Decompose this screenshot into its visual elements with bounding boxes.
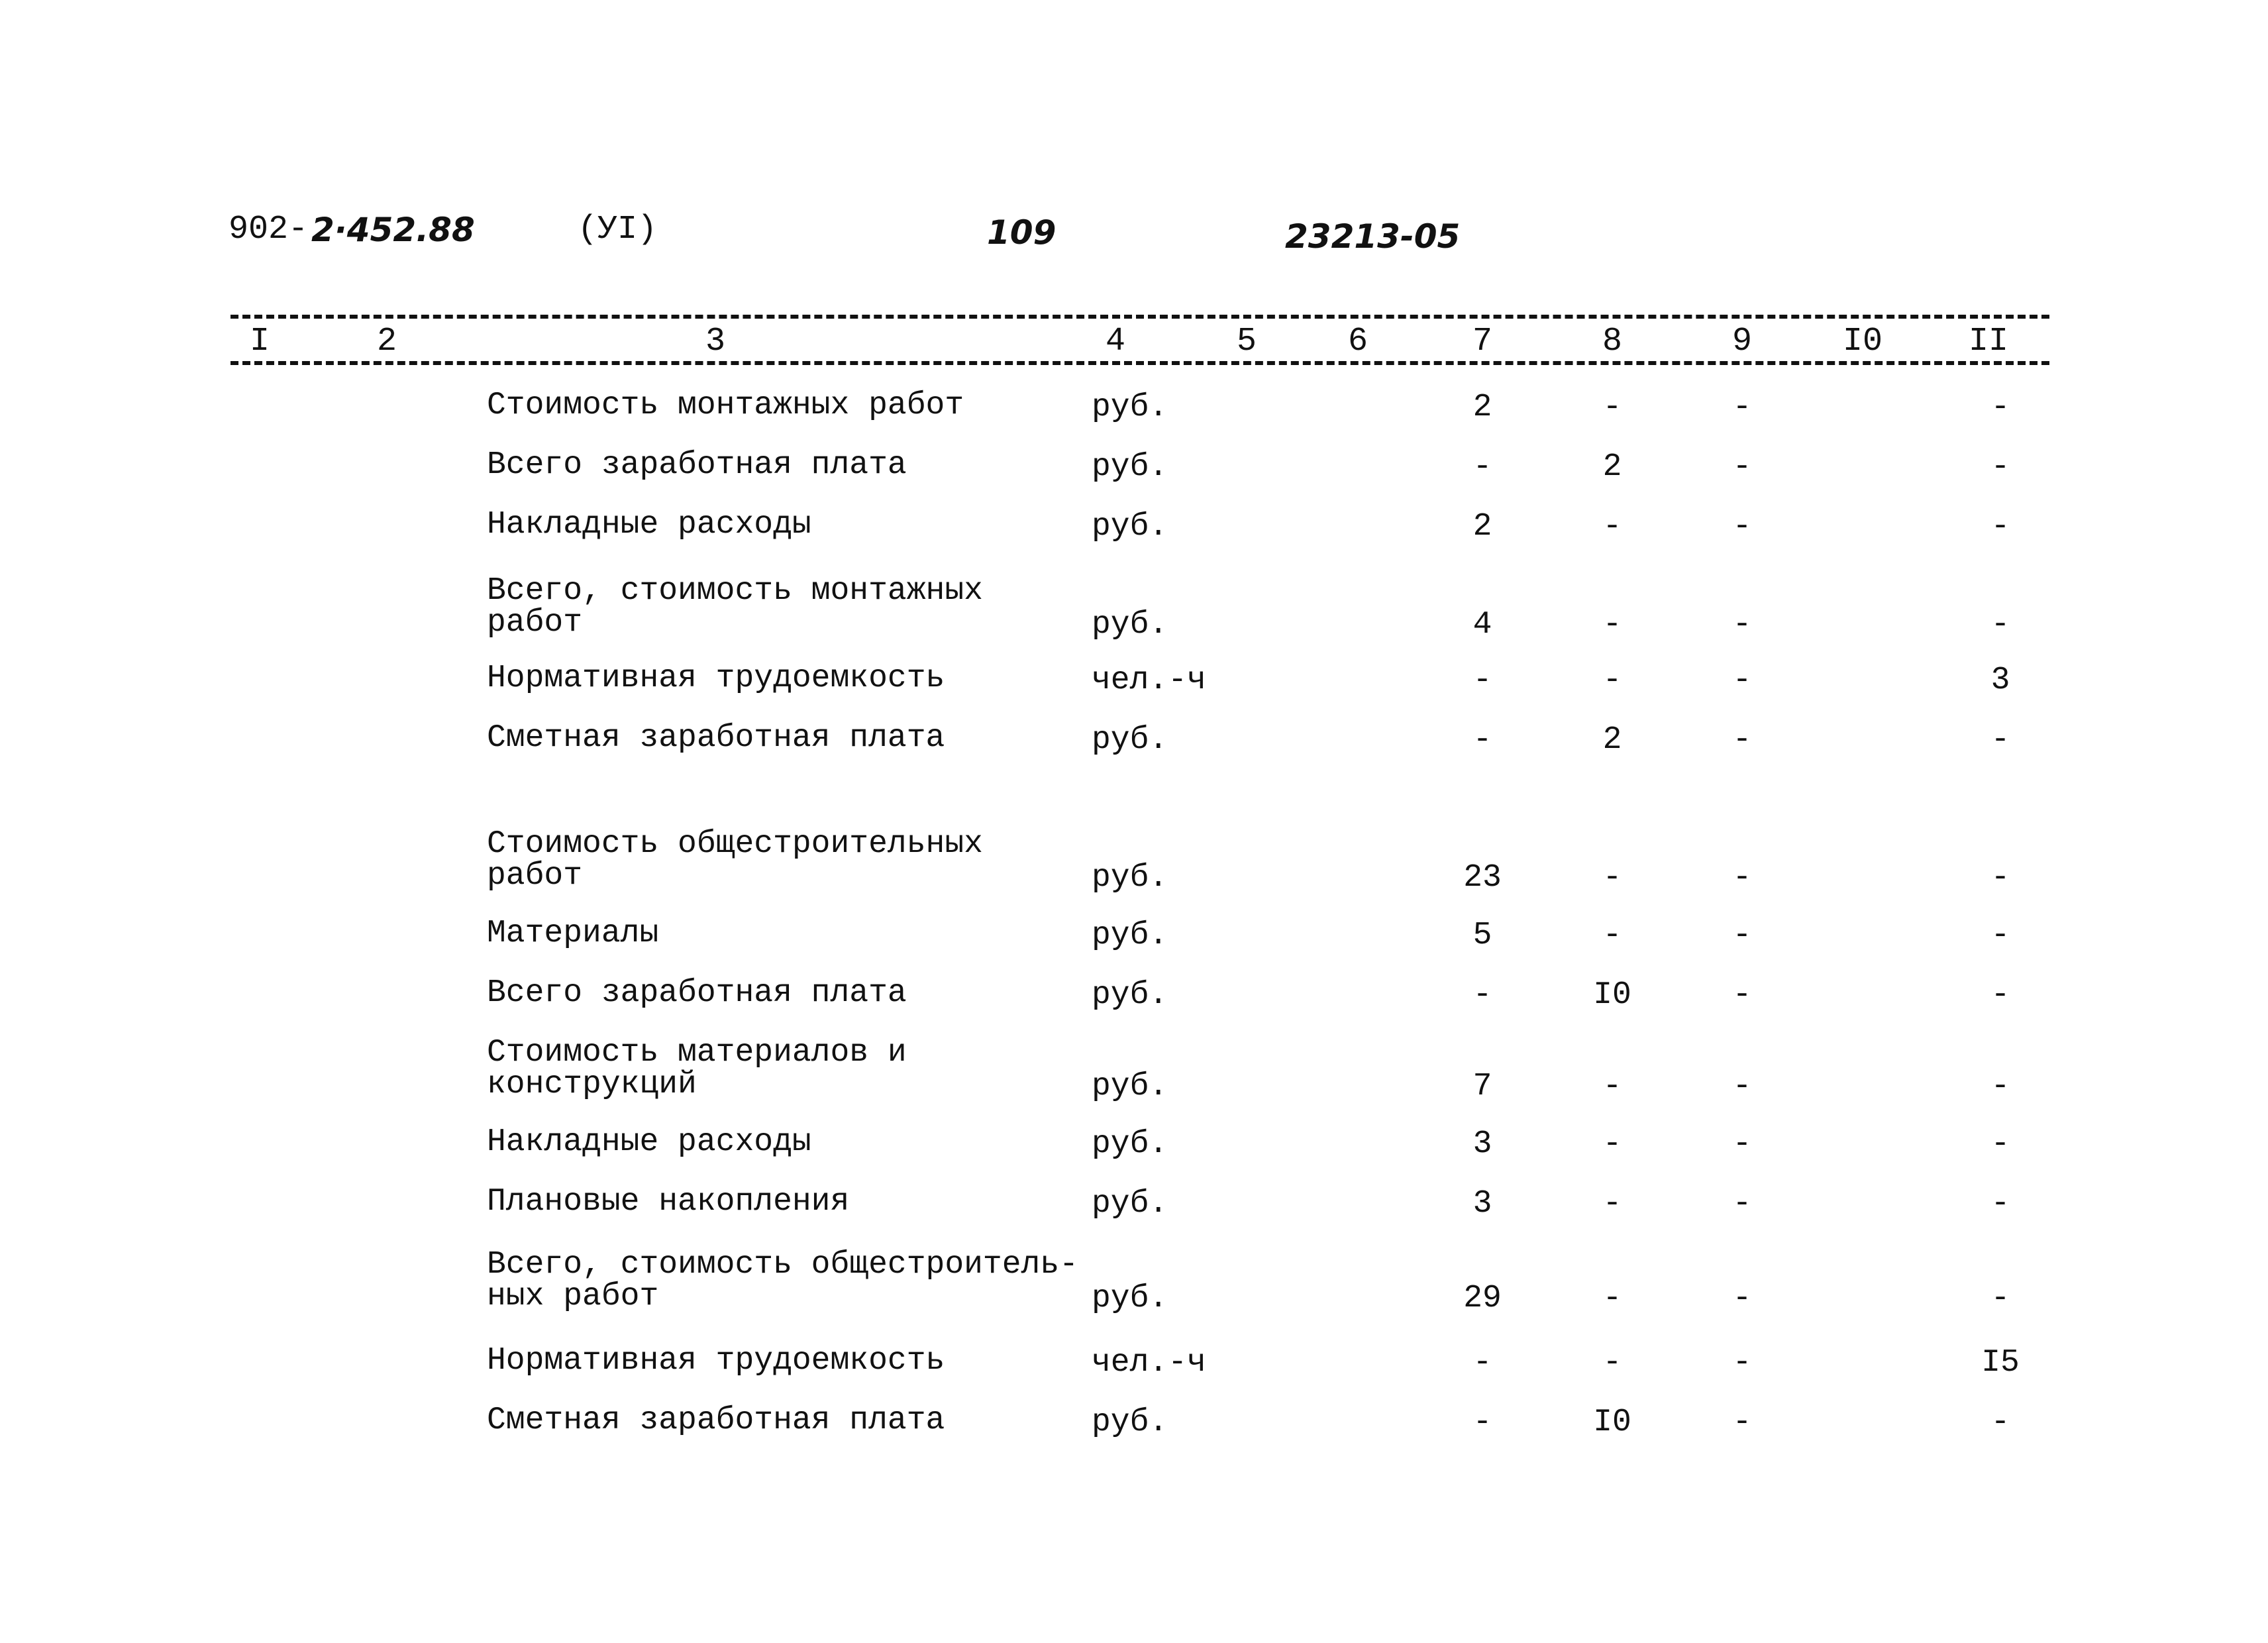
row-value-col-11: -: [1990, 722, 2010, 758]
row-value-col-9: -: [1732, 509, 1752, 545]
document-code-printed: 902-: [229, 211, 309, 248]
row-value-col-9: -: [1732, 860, 1752, 896]
column-header-8: 8: [1602, 323, 1622, 360]
row-description: Всего заработная плата: [487, 447, 907, 483]
row-value-col-11: -: [1990, 1186, 2010, 1222]
column-header-3: 3: [705, 323, 725, 360]
row-description: Накладные расходы: [487, 1124, 811, 1160]
row-value-col-11: -: [1990, 1126, 2010, 1162]
page-number: 109: [987, 213, 1057, 252]
row-value-col-9: -: [1732, 1069, 1752, 1104]
column-header-6: 6: [1347, 323, 1368, 360]
row-unit: руб.: [1092, 1186, 1168, 1222]
row-value-col-7: 2: [1472, 509, 1492, 545]
column-header-4: 4: [1105, 323, 1125, 360]
row-value-col-9: -: [1732, 662, 1752, 698]
row-value-col-7: 2: [1472, 390, 1492, 425]
row-value-col-7: -: [1472, 1345, 1492, 1381]
row-unit: руб.: [1092, 1069, 1168, 1104]
row-description: Всего, стоимость общестроитель- ных работ: [487, 1247, 1078, 1314]
table-header-bottom-rule: [231, 361, 2049, 365]
row-unit: руб.: [1092, 860, 1168, 896]
row-value-col-8: 2: [1602, 722, 1622, 758]
section-label: (УI): [578, 211, 658, 248]
document-number: 23213-05: [1285, 217, 1461, 256]
row-value-col-8: -: [1602, 1345, 1622, 1381]
row-value-col-7: 29: [1463, 1281, 1502, 1316]
row-description: Всего заработная плата: [487, 975, 907, 1011]
column-header-7: 7: [1472, 323, 1492, 360]
row-value-col-7: -: [1472, 977, 1492, 1013]
column-header-11: II: [1968, 323, 2008, 360]
row-value-col-7: 3: [1472, 1126, 1492, 1162]
row-value-col-11: -: [1990, 607, 2010, 643]
row-description: Материалы: [487, 916, 659, 951]
row-description: Всего, стоимость монтажных работ: [487, 573, 983, 641]
row-value-col-9: -: [1732, 1126, 1752, 1162]
row-value-col-8: -: [1602, 860, 1622, 896]
row-value-col-9: -: [1732, 1404, 1752, 1440]
row-description: Сметная заработная плата: [487, 1403, 945, 1438]
row-value-col-11: -: [1990, 1069, 2010, 1104]
row-unit: руб.: [1092, 977, 1168, 1013]
row-description: Стоимость общестроительных работ: [487, 826, 983, 894]
row-value-col-9: -: [1732, 977, 1752, 1013]
table-header-top-rule: [231, 315, 2049, 319]
column-header-10: I0: [1842, 323, 1882, 360]
row-unit: руб.: [1092, 509, 1168, 545]
row-description: Плановые накопления: [487, 1184, 850, 1220]
row-unit: руб.: [1092, 1404, 1168, 1440]
row-value-col-7: -: [1472, 1404, 1492, 1440]
document-code-handwritten: 2·452.88: [311, 211, 475, 249]
row-value-col-11: -: [1990, 1404, 2010, 1440]
row-unit: руб.: [1092, 1281, 1168, 1316]
row-value-col-9: -: [1732, 390, 1752, 425]
row-unit: руб.: [1092, 1126, 1168, 1162]
row-value-col-8: I0: [1593, 977, 1631, 1013]
row-description: Сметная заработная плата: [487, 720, 945, 756]
row-value-col-7: -: [1472, 722, 1492, 758]
row-value-col-8: -: [1602, 509, 1622, 545]
row-unit: руб.: [1092, 722, 1168, 758]
row-value-col-11: -: [1990, 918, 2010, 953]
row-value-col-11: -: [1990, 860, 2010, 896]
row-description: Нормативная трудоемкость: [487, 661, 945, 696]
row-value-col-7: -: [1472, 449, 1492, 485]
row-unit: руб.: [1092, 607, 1168, 643]
row-value-col-11: -: [1990, 509, 2010, 545]
row-unit: руб.: [1092, 390, 1168, 425]
row-value-col-8: -: [1602, 662, 1622, 698]
row-value-col-7: 23: [1463, 860, 1502, 896]
row-value-col-11: -: [1990, 390, 2010, 425]
row-value-col-11: -: [1990, 1281, 2010, 1316]
row-unit: руб.: [1092, 918, 1168, 953]
row-description: Нормативная трудоемкость: [487, 1343, 945, 1379]
row-value-col-11: -: [1990, 977, 2010, 1013]
row-value-col-9: -: [1732, 1281, 1752, 1316]
row-value-col-7: 7: [1472, 1069, 1492, 1104]
row-value-col-9: -: [1732, 722, 1752, 758]
row-value-col-9: -: [1732, 1186, 1752, 1222]
column-header-9: 9: [1731, 323, 1752, 360]
row-value-col-7: 3: [1472, 1186, 1492, 1222]
row-value-col-8: -: [1602, 1281, 1622, 1316]
row-value-col-8: -: [1602, 1126, 1622, 1162]
row-value-col-8: I0: [1593, 1404, 1631, 1440]
column-header-5: 5: [1236, 323, 1257, 360]
row-value-col-7: 5: [1472, 918, 1492, 953]
row-value-col-8: -: [1602, 918, 1622, 953]
row-value-col-7: 4: [1472, 607, 1492, 643]
column-header-2: 2: [376, 323, 397, 360]
row-description: Накладные расходы: [487, 507, 811, 543]
row-value-col-8: -: [1602, 390, 1622, 425]
column-header-1: I: [249, 323, 270, 360]
row-value-col-9: -: [1732, 1345, 1752, 1381]
row-value-col-11: -: [1990, 449, 2010, 485]
row-value-col-11: I5: [1981, 1345, 2020, 1381]
row-description: Стоимость материалов и конструкций: [487, 1035, 907, 1102]
row-value-col-9: -: [1732, 918, 1752, 953]
row-value-col-11: 3: [1990, 662, 2010, 698]
row-value-col-9: -: [1732, 607, 1752, 643]
row-value-col-7: -: [1472, 662, 1492, 698]
row-value-col-8: -: [1602, 1069, 1622, 1104]
row-description: Стоимость монтажных работ: [487, 388, 964, 423]
row-unit: руб.: [1092, 449, 1168, 485]
row-unit: чел.-ч: [1092, 662, 1206, 698]
row-value-col-9: -: [1732, 449, 1752, 485]
row-unit: чел.-ч: [1092, 1345, 1206, 1381]
row-value-col-8: -: [1602, 607, 1622, 643]
row-value-col-8: 2: [1602, 449, 1622, 485]
row-value-col-8: -: [1602, 1186, 1622, 1222]
